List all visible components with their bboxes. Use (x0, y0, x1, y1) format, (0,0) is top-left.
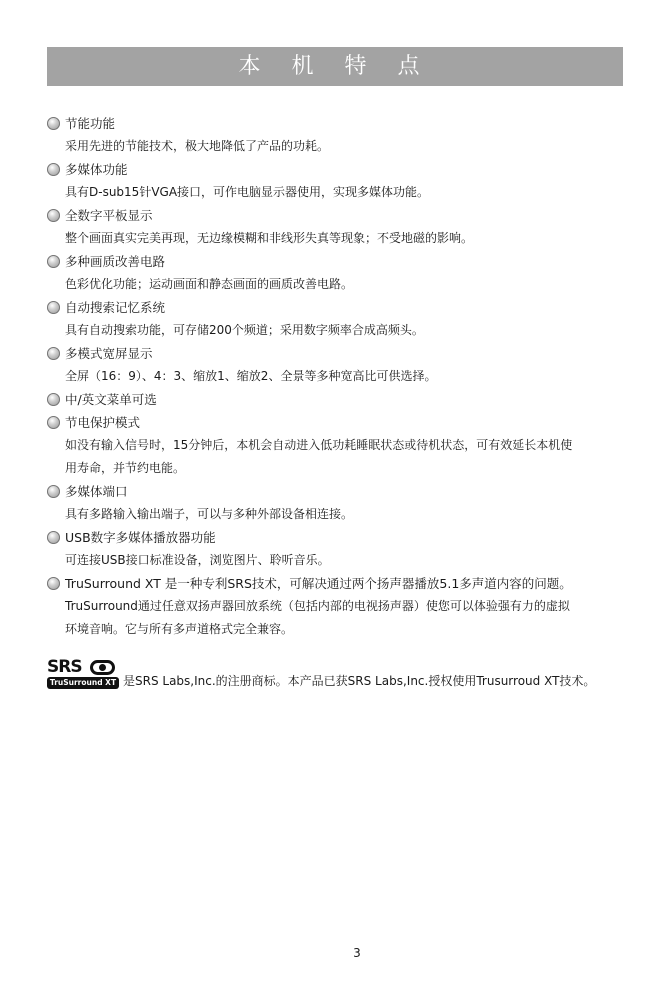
feature-heading (47, 112, 637, 135)
feature-description-line: 具有多路输入输出端子，可以与多种外部设备相连接。 (65, 507, 354, 521)
feature-title: 全数字平板显示 (65, 208, 153, 223)
feature-title: 多媒体功能 (65, 162, 128, 177)
feature-title: 节能功能 (65, 116, 116, 131)
feature-description (47, 434, 637, 480)
feature-item (47, 480, 637, 526)
round-bullet-icon (47, 117, 60, 130)
round-bullet-icon (47, 531, 60, 544)
feature-title: 多媒体端口 (65, 484, 128, 499)
feature-description-line: 具有自动搜索功能，可存储200个频道；采用数字频率合成高频头。 (65, 323, 424, 337)
feature-description-line: 色彩优化功能；运动画面和静态画面的画质改善电路。 (65, 277, 354, 291)
feature-description (47, 319, 637, 342)
feature-description (47, 135, 637, 158)
feature-heading (47, 526, 637, 549)
round-bullet-icon (47, 416, 60, 429)
trademark-note: 是SRS Labs,Inc.的注册商标。本产品已获SRS Labs,Inc.授权使用Trusurroud XT技术。 (123, 674, 596, 688)
feature-description-line: 可连接USB接口标准设备，浏览图片、聆听音乐。 (65, 553, 330, 567)
feature-title: 中/英文菜单可选 (65, 392, 157, 407)
feature-description-line: 如没有输入信号时，15分钟后，本机会自动进入低功耗睡眠状态或待机状态，可有效延长本机使 (65, 438, 573, 452)
feature-description (47, 365, 637, 388)
srs-logo-text: SRS (47, 657, 82, 677)
feature-description (47, 549, 637, 572)
feature-description-line: 整个画面真实完美再现，无边缘模糊和非线形失真等现象；不受地磁的影响。 (65, 231, 474, 245)
feature-item (47, 204, 637, 250)
feature-title: 自动搜索记忆系统 (65, 300, 166, 315)
feature-title: 多种画质改善电路 (65, 254, 166, 269)
feature-list (47, 112, 637, 641)
feature-title: USB数字多媒体播放器功能 (65, 530, 216, 545)
feature-title: 多模式宽屏显示 (65, 346, 153, 361)
feature-heading (47, 342, 637, 365)
feature-description-line: 环境音响。它与所有多声道格式完全兼容。 (65, 622, 294, 636)
feature-item (47, 411, 637, 480)
round-bullet-icon (47, 163, 60, 176)
round-bullet-icon (47, 393, 60, 406)
page-number: 3 (353, 946, 361, 960)
srs-logo-dot-icon (99, 664, 106, 671)
feature-heading (47, 411, 637, 434)
feature-description-line: 具有D-sub15针VGA接口，可作电脑显示器使用，实现多媒体功能。 (65, 185, 430, 199)
trusurround-logo-text: TruSurround XT (47, 677, 119, 689)
feature-description (47, 595, 637, 641)
feature-item (47, 572, 637, 641)
feature-description (47, 227, 637, 250)
feature-item (47, 296, 637, 342)
feature-description (47, 503, 637, 526)
round-bullet-icon (47, 485, 60, 498)
feature-title: TruSurround XT 是一种专利SRS技术，可解决通过两个扬声器播放5.1多声道内容的问题。 (65, 576, 572, 591)
round-bullet-icon (47, 301, 60, 314)
round-bullet-icon (47, 347, 60, 360)
feature-description (47, 181, 637, 204)
feature-item (47, 112, 637, 158)
feature-description-line: 用寿命，并节约电能。 (65, 461, 186, 475)
feature-description-line: 采用先进的节能技术，极大地降低了产品的功耗。 (65, 139, 330, 153)
feature-item (47, 158, 637, 204)
feature-item (47, 342, 637, 388)
feature-title: 节电保护模式 (65, 415, 141, 430)
feature-description (47, 273, 637, 296)
round-bullet-icon (47, 255, 60, 268)
feature-item (47, 250, 637, 296)
feature-item (47, 388, 637, 411)
page-title: 本 机 特 点 (47, 47, 623, 86)
feature-heading (47, 480, 637, 503)
srs-trusurround-logo (47, 659, 119, 691)
feature-heading (47, 572, 637, 595)
feature-description-line: TruSurround通过任意双扬声器回放系统（包括内部的电视扬声器）使您可以体验强有力的虚拟 (65, 599, 570, 613)
round-bullet-icon (47, 209, 60, 222)
feature-heading (47, 250, 637, 273)
round-bullet-icon (47, 577, 60, 590)
feature-heading (47, 388, 637, 411)
feature-item (47, 526, 637, 572)
feature-description-line: 全屏（16：9）、4：3、缩放1、缩放2、全景等多种宽高比可供选择。 (65, 369, 437, 383)
feature-heading (47, 296, 637, 319)
feature-heading (47, 158, 637, 181)
feature-heading (47, 204, 637, 227)
